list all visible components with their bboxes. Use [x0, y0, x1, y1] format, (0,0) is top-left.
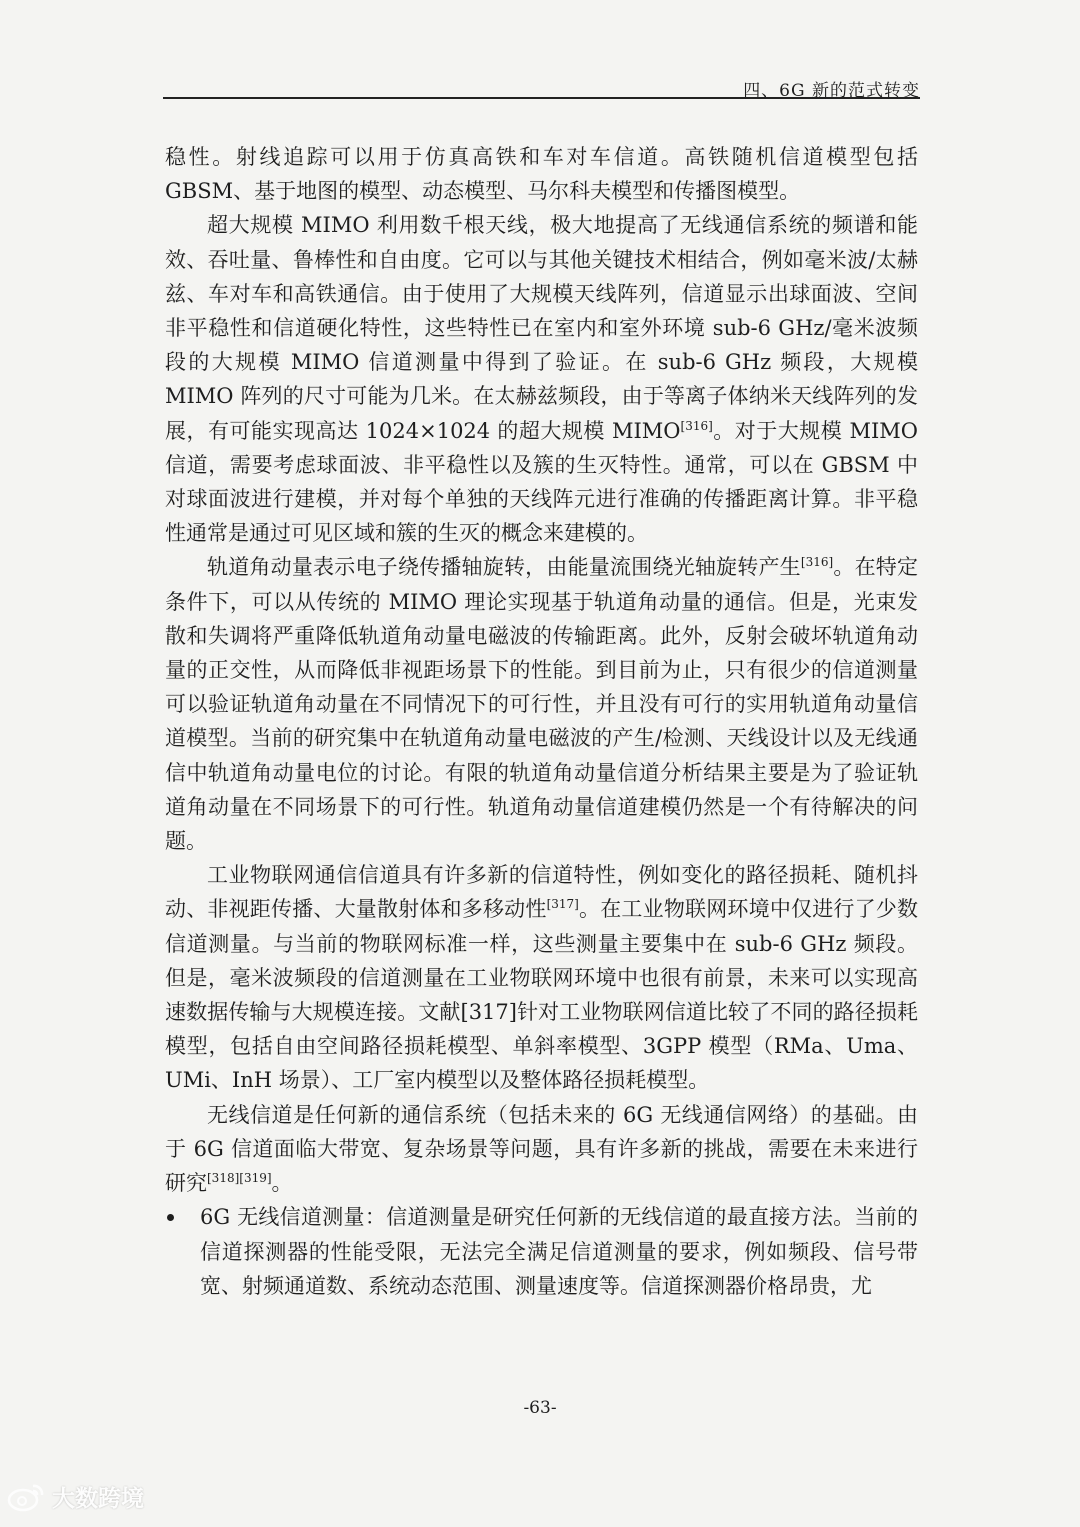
weibo-logo-icon [6, 1481, 46, 1513]
citation-superscript: [317] [546, 897, 579, 912]
bullet-dot-icon [167, 1214, 174, 1221]
paragraph-text: 轨道角动量表示电子绕传播轴旋转，由能量流围绕光轴旋转产生 [207, 555, 801, 580]
paragraph-3 [165, 550, 918, 858]
page-number: -63- [523, 1398, 557, 1418]
bullet-item [165, 1200, 918, 1303]
watermark-text: 大数跨境 [52, 1486, 144, 1512]
body-text [165, 140, 918, 1303]
citation-superscript: [318][319] [207, 1171, 272, 1186]
paragraph-text: 。在工业物联网环境中仅进行了少数信道测量。与当前的物联网标准一样，这些测量主要集中在 sub-6 GHz 频段。但是，毫米波频段的信道测量在工业物联网环境中也很有前景，未来可以实现高速数据传输与大规模连接。文献[317]针对工业物联网信道比较了不同的路径损耗模型，包括自由空间路径损耗模型、单斜率模型、3GPP 模型（RMa、Uma、UMi、InH 场景）、工厂室内模型以及整体路径损耗模型。 [165, 897, 919, 1093]
paragraph-text: 。在特定条件下，可以从传统的 MIMO 理论实现基于轨道角动量的通信。但是，光束发散和失调将严重降低轨道角动量电磁波的传输距离。此外，反射会破坏轨道角动量的正交性，从而降低非视距场景下的性能。到目前为止，只有很少的信道测量可以验证轨道角动量在不同情况下的可行性，并且没有可行的实用轨道角动量信道模型。当前的研究集中在轨道角动量电磁波的产生/检测、天线设计以及无线通信中轨道角动量电位的讨论。有限的轨道角动量信道分析结果主要是为了验证轨道角动量在不同场景下的可行性。轨道角动量信道建模仍然是一个有待解决的问题。 [165, 555, 919, 854]
paragraph-text: 。 [271, 1171, 293, 1196]
bullet-text: 6G 无线信道测量：信道测量是研究任何新的无线信道的最直接方法。当前的信道探测器的性能受限，无法完全满足信道测量的要求，例如频段、信号带宽、射频通道数、系统动态范围、测量速度等。信道探测器价格昂贵，尤 [200, 1205, 918, 1298]
watermark [6, 1480, 144, 1513]
paragraph-text: 工业物联网通信信道具有许多新的信道特性，例如变化的路径损耗、随机抖动、非视距传播、大量散射体和多移动性 [165, 863, 918, 922]
header-rule [163, 97, 920, 99]
paragraph-text: 超大规模 MIMO 利用数千根天线，极大地提高了无线通信系统的频谱和能效、吞吐量、鲁棒性和自由度。它可以与其他关键技术相结合，例如毫米波/太赫兹、车对车和高铁通信。由于使用了大规模天线阵列，信道显示出球面波、空间非平稳性和信道硬化特性，这些特性已在室内和室外环境 sub-6 GHz/毫米波频段的大规模 MIMO 信道测量中得到了验证。在 sub-6 GHz 频段，大规模 MIMO 阵列的尺寸可能为几米。在太赫兹频段，由于等离子体纳米天线阵列的发展，有可能实现高达 1024×1024 的超大规模 MIMO [165, 213, 918, 443]
paragraph-text: 。对于大规模 MIMO 信道，需要考虑球面波、非平稳性以及簇的生灭特性。通常，可以在 GBSM 中对球面波进行建模，并对每个单独的天线阵元进行准确的传播距离计算。非平稳性通常是通过可见区域和簇的生灭的概念来建模的。 [165, 418, 918, 546]
citation-superscript: [316] [800, 555, 834, 570]
citation-superscript: [316] [680, 418, 713, 433]
running-header: 四、6G 新的范式转变 [743, 81, 920, 101]
paragraph-text: 无线信道是任何新的通信系统（包括未来的 6G 无线通信网络）的基础。由于 6G 信道面临大带宽、复杂场景等问题，具有许多新的挑战，需要在未来进行研究 [165, 1102, 918, 1196]
paragraph-text: 稳性。射线追踪可以用于仿真高铁和车对车信道。高铁随机信道模型包括 GBSM、基于地图的模型、动态模型、马尔科夫模型和传播图模型。 [165, 145, 918, 204]
paragraph-1 [165, 140, 918, 208]
paragraph-4 [165, 858, 918, 1097]
paragraph-2 [165, 208, 918, 550]
paragraph-5 [165, 1098, 918, 1201]
